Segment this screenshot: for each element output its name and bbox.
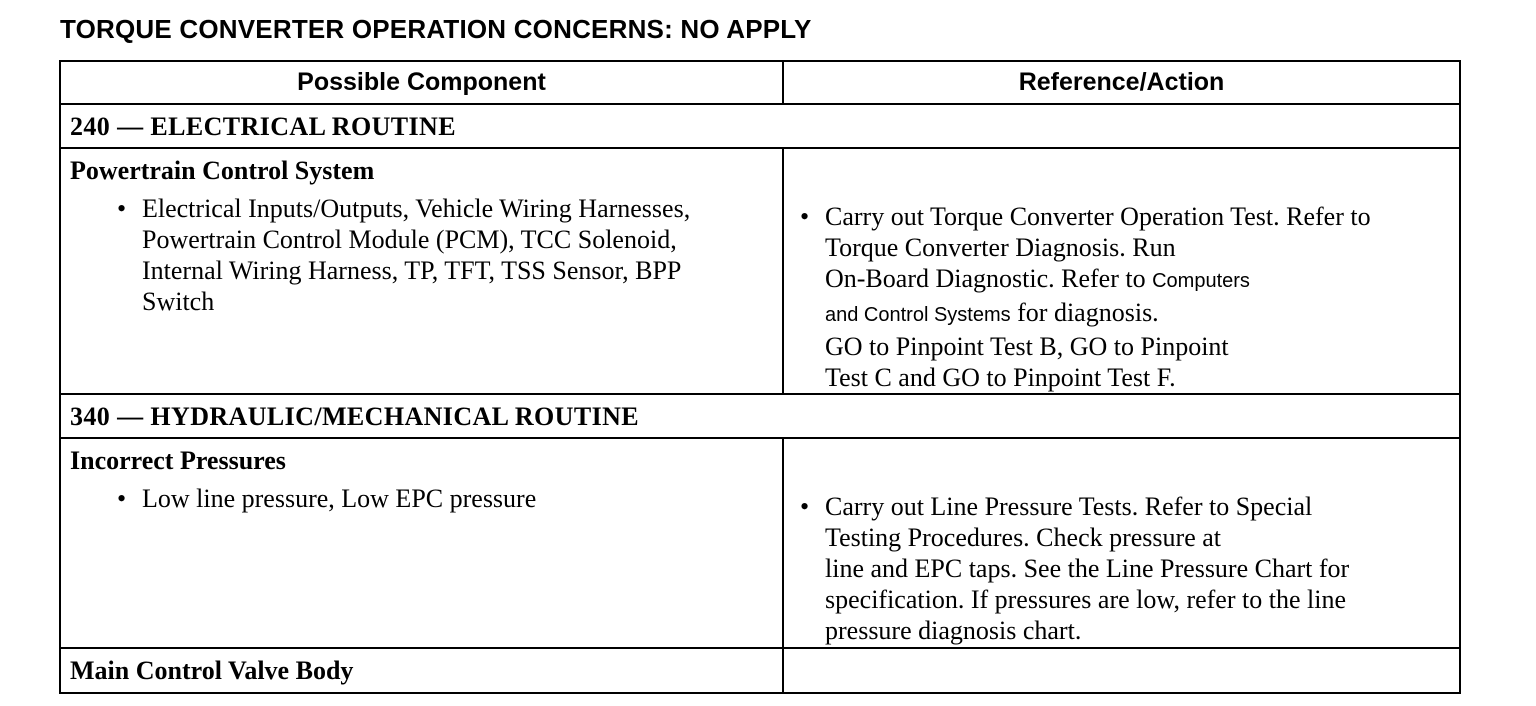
action-cell [783, 648, 1460, 693]
component-cell [60, 148, 783, 394]
bullet-icon: • [800, 492, 810, 521]
component-item [61, 475, 782, 514]
component-cell [60, 648, 783, 693]
component-name: Incorrect Pressures [70, 446, 286, 475]
action-item [784, 149, 1459, 393]
column-header-action: Reference/Action [783, 61, 1460, 104]
bullet-icon: • [117, 484, 127, 513]
column-header-component: Possible Component [60, 61, 783, 104]
action-cell [783, 148, 1460, 394]
reference-link: and Control Systems [825, 304, 1011, 326]
component-item [61, 185, 782, 317]
bullet-icon: • [117, 194, 127, 223]
action-cell [783, 438, 1460, 648]
component-item-text: Electrical Inputs/Outputs, Vehicle Wiring Harnesses, Powertrain Control Module (PCM), TCC Solenoid, Internal Wiring Harness, TP, TFT, TSS Sensor, BPP Switch [142, 194, 691, 316]
table-row [60, 648, 1460, 693]
table-header-row [60, 61, 1460, 104]
table-row [60, 438, 1460, 648]
bullet-icon: • [800, 202, 810, 231]
section-row [60, 104, 1460, 148]
action-text: Carry out Line Pressure Tests. Refer to Special Testing Procedures. Check pressure at line and EPC taps. See the Line Pressure Chart for specification. If pressures are low, refer to the line pressure diagnosis chart. [825, 492, 1350, 645]
component-item-text: Low line pressure, Low EPC pressure [142, 484, 537, 513]
action-text: Carry out Torque Converter Operation Test. Refer to Torque Converter Diagnosis. Run On-Board Diagnostic. Refer to Computers and Control Systems for diagnosis. GO to Pinpoint Test B, GO to Pinpoint Test C and GO to Pinpoint Test F. [825, 202, 1371, 392]
component-name: Main Control Valve Body [70, 656, 354, 685]
component-name: Powertrain Control System [70, 156, 375, 185]
reference-link: Computers [1152, 270, 1250, 292]
concerns-table [59, 60, 1461, 694]
component-cell [60, 438, 783, 648]
action-item [784, 439, 1459, 646]
section-row [60, 394, 1460, 438]
table-row [60, 148, 1460, 394]
section-label: 340 — HYDRAULIC/MECHANICAL ROUTINE [60, 394, 1460, 438]
section-label: 240 — ELECTRICAL ROUTINE [60, 104, 1460, 148]
page-title: TORQUE CONVERTER OPERATION CONCERNS: NO APPLY [60, 14, 812, 44]
